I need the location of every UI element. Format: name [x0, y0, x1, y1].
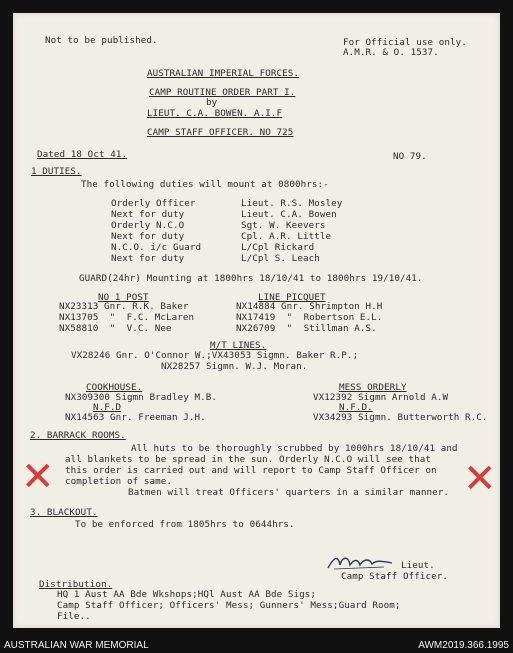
title-by: by	[206, 97, 218, 108]
duty-role: Next for duty	[111, 253, 185, 264]
red-x-mark-right: ✕	[463, 457, 497, 501]
mess-orderly-entry: VX12392 Sigmn Arnold A.W	[313, 392, 449, 403]
cookhouse-entry: NX14563 Gnr. Freeman J.H.	[65, 412, 206, 423]
signature-title: Camp Staff Officer.	[341, 571, 448, 582]
document-page	[13, 13, 500, 628]
duty-role: Next for duty	[111, 231, 185, 242]
distribution-line: HQ 1 Aust AA Bde Wkshops;HQl Aust AA Bde Sigs;	[57, 589, 317, 600]
barrack-line: All huts to be thoroughly scrubbed by 1000hrs 18/10/41 and	[131, 443, 458, 454]
red-x-mark-left: ✕	[21, 455, 55, 499]
post-heading: NO 1 POST	[98, 292, 149, 303]
distribution-line: File..	[57, 611, 91, 622]
title-aif: AUSTRALIAN IMPERIAL FORCES.	[147, 68, 300, 79]
not-published-note: Not to be published.	[45, 35, 158, 46]
picquet-entry: NX26709 " Stillman A.S.	[236, 323, 377, 334]
mt-lines-heading: M/T LINES.	[210, 340, 267, 351]
barrack-line: all blankets to be spread in the sun. Orderly N.C.O will see that	[65, 454, 432, 465]
duty-name: Lieut. C.A. Bowen	[241, 209, 337, 220]
amr-reference: A.M.R. & O. 1537.	[343, 47, 439, 58]
order-number: NO 79.	[393, 151, 427, 162]
duty-role: Next for duty	[111, 209, 185, 220]
title-staff-officer: CAMP STAFF OFFICER. NO 725	[147, 127, 294, 138]
title-officer-name: LIEUT. C.A. BOWEN. A.I.F	[147, 108, 283, 119]
duty-name: Sgt. W. Keevers	[241, 220, 326, 231]
mess-orderly-entry: VX34293 Sigmn. Butterworth R.C.	[313, 412, 488, 423]
post-entry: NX13705 " F.C. McLaren	[59, 312, 195, 323]
distribution-heading: Distribution.	[39, 579, 113, 590]
guard-line: GUARD(24hr) Mounting at 1800hrs 18/10/41 to 1800hrs 19/10/41.	[79, 273, 423, 284]
signature-rank: Lieut.	[401, 560, 435, 571]
cookhouse-entry: NX309300 Sigmn Bradley M.B.	[65, 392, 218, 403]
mess-orderly-nfd: N.F.D.	[339, 402, 373, 413]
duty-role: N.C.O. i/c Guard	[111, 242, 202, 253]
section-blackout-heading: 3. BLACKOUT.	[30, 507, 98, 518]
barrack-line: completion of same.	[65, 476, 172, 487]
footer-institution: AUSTRALIAN WAR MEMORIAL	[4, 640, 149, 651]
post-entry: NX23313 Gnr. R.K. Baker	[59, 301, 189, 312]
duty-role: Orderly Officer	[111, 198, 196, 209]
title-routine-order: CAMP ROUTINE ORDER PART I.	[149, 87, 296, 98]
picquet-entry: NX14884 Gnr. Shrimpton H.H	[236, 301, 383, 312]
cookhouse-heading: COOKHOUSE.	[86, 382, 143, 393]
duty-name: Cpl. A.R. Little	[241, 231, 332, 242]
duty-name: L/Cpl Rickard	[241, 242, 315, 253]
footer-accession-id: AWM2019.366.1995	[418, 640, 509, 651]
picquet-heading: LINE PICQUET	[258, 292, 326, 303]
handwritten-signature	[324, 551, 396, 573]
post-entry: NX58810 " V.C. Nee	[59, 323, 172, 334]
section-barrack-heading: 2. BARRACK ROOMS.	[30, 430, 126, 441]
duty-name: Lieut. R.S. Mosley	[241, 198, 343, 209]
official-use-note: For Official use only.	[343, 37, 467, 48]
mt-lines-entry: VX28246 Gnr. O'Connor W.;VX43053 Sigmn. Baker R.P.;	[71, 350, 359, 361]
distribution-line: Camp Staff Officer; Officers' Mess; Gunners' Mess;Guard Room;	[57, 600, 401, 611]
mt-lines-entry: NX28257 Sigmn. W.J. Moran.	[161, 361, 308, 372]
barrack-line: this order is carried out and will report to Camp Staff Officer on	[65, 465, 437, 476]
barrack-line: Batmen will treat Officers' quarters in a similar manner.	[128, 487, 449, 498]
date-line: Dated 18 Oct 41.	[37, 149, 128, 160]
duty-name: L/Cpl S. Leach	[241, 253, 320, 264]
picquet-entry: NX17419 " Robertson E.L.	[236, 312, 383, 323]
duties-intro: The following duties will mount at 0800hrs:-	[81, 179, 329, 190]
blackout-text: To be enforced from 1805hrs to 0644hrs.	[75, 519, 295, 530]
section-duties-heading: 1 DUTIES.	[31, 166, 82, 177]
mess-orderly-heading: MESS ORDERLY	[339, 382, 407, 393]
cookhouse-nfd: N.F.D	[93, 402, 122, 413]
duty-role: Orderly N.C.O	[111, 220, 185, 231]
